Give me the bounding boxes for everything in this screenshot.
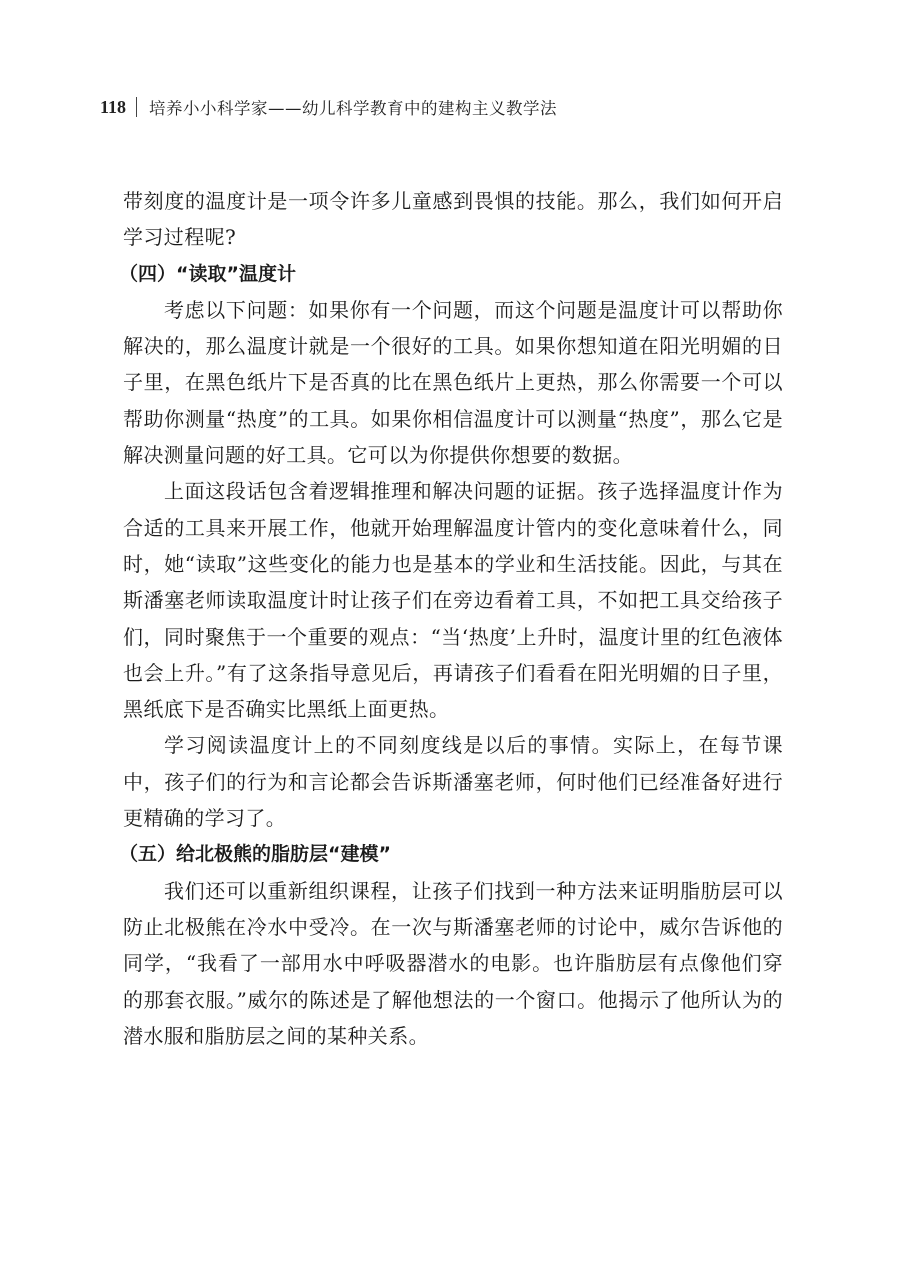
header-divider [136,97,137,117]
paragraph: 考虑以下问题：如果你有一个问题，而这个问题是温度计可以帮助你解决的，那么温度计就是一个很好的工具。如果你想知道在阳光明媚的日子里，在黑色纸片下是否真的比在黑色纸片上更热，那么你需要一个可以帮助你测量“热度”的工具。如果你相信温度计可以测量“热度”，那么它是解决测量问题的好工具。它可以为你提供你想要的数据。 [123,297,783,468]
paragraph: 学习阅读温度计上的不同刻度线是以后的事情。实际上，在每节课中，孩子们的行为和言论都会告诉斯潘塞老师，何时他们已经准备好进行更精确的学习了。 [123,733,783,831]
paragraph: 上面这段话包含着逻辑推理和解决问题的证据。孩子选择温度计作为合适的工具来开展工作，他就开始理解温度计管内的变化意味着什么，同时，她“读取”这些变化的能力也是基本的学业和生活技能。因此，与其在斯潘塞老师读取温度计时让孩子们在旁边看着工具，不如把工具交给孩子们，同时聚焦于一个重要的观点：“当‘热度’上升时，温度计里的红色液体也会上升。”有了这条指导意见后，再请孩子们看看在阳光明媚的日子里，黑纸底下是否确实比黑纸上面更热。 [123,479,783,722]
book-title: 培养小小科学家——幼儿科学教育中的建构主义教学法 [149,99,558,118]
page-body [119,183,783,1054]
page-number: 118 [100,96,127,117]
running-header [100,93,557,121]
paragraph-continuation: 带刻度的温度计是一项令许多儿童感到畏惧的技能。那么，我们如何开启学习过程呢? [123,189,783,250]
section-heading-4: （四）“读取”温度计 [119,262,296,285]
paragraph: 我们还可以重新组织课程，让孩子们找到一种方法来证明脂肪层可以防止北极熊在冷水中受冷。在一次与斯潘塞老师的讨论中，威尔告诉他的同学，“我看了一部用水中呼吸器潜水的电影。也许脂肪层有点像他们穿的那套衣服。”威尔的陈述是了解他想法的一个窗口。他揭示了他所认为的潜水服和脂肪层之间的某种关系。 [123,878,783,1048]
section-heading-5: （五）给北极熊的脂肪层“建模” [119,843,391,866]
